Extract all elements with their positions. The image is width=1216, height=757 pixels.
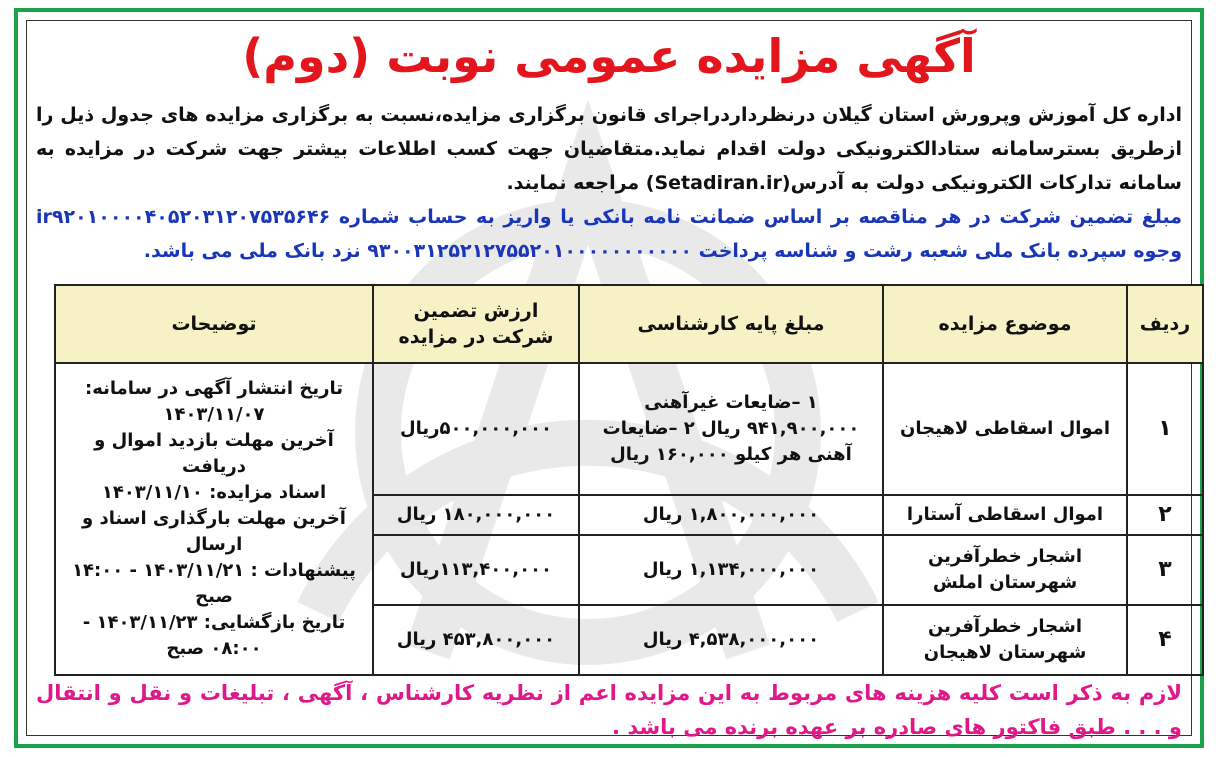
row-base-price: ۱,۸۰۰,۰۰۰,۰۰۰ ریال bbox=[579, 495, 883, 535]
row-base-price: ۱,۱۳۴,۰۰۰,۰۰۰ ریال bbox=[579, 535, 883, 605]
row-number: ۴ bbox=[1127, 605, 1203, 675]
header-base-price: مبلغ پایه کارشناسی bbox=[579, 285, 883, 363]
notice-frame bbox=[14, 8, 1204, 748]
table-row bbox=[55, 363, 1203, 495]
guarantee-paragraph: مبلغ تضمین شرکت در هر مناقصه بر اساس ضمانت نامه بانکی یا واریز به حساب شماره ir۹۲۰۱۰۰۰۰۴۰۵۲۰۳۱۲۰۷۵۳۵۶۴۶ وجوه سپرده بانک ملی شعبه رشت و شناسه پرداخت ۹۳۰۰۳۱۲۵۲۱۲۷۵۵۲۰۱۰۰۰۰۰۰۰۰۰۰۰ نزد بانک ملی می باشد. bbox=[36, 206, 1182, 262]
row-subject: اشجار خطرآفرین شهرستان لاهیجان bbox=[883, 605, 1127, 675]
row-subject: اشجار خطرآفرین شهرستان املش bbox=[883, 535, 1127, 605]
row-base-price: ۱ –ضایعات غیرآهنی ۹۴۱,۹۰۰,۰۰۰ ریال ۲ –ضایعات آهنی هر کیلو ۱۶۰,۰۰۰ ریال bbox=[579, 363, 883, 495]
row-number: ۳ bbox=[1127, 535, 1203, 605]
table-header-row bbox=[55, 285, 1203, 363]
notes-line: اسناد مزایده: ۱۴۰۳/۱۱/۱۰ bbox=[101, 482, 327, 503]
row-number: ۱ bbox=[1127, 363, 1203, 495]
row-subject: اموال اسقاطی لاهیجان bbox=[883, 363, 1127, 495]
notes-line: ۱۴۰۳/۱۱/۰۷ bbox=[163, 404, 265, 425]
auction-table bbox=[54, 284, 1204, 676]
row-number: ۲ bbox=[1127, 495, 1203, 535]
notes-line: پیشنهادات : ۱۴۰۳/۱۱/۲۱ - ۱۴:۰۰ صبح bbox=[72, 560, 356, 607]
header-guarantee: ارزش تضمین شرکت در مزایده bbox=[373, 285, 579, 363]
notes-line: تاریخ انتشار آگهی در سامانه: bbox=[85, 378, 343, 399]
notes-line: آخرین مهلت بارگذاری اسناد و ارسال bbox=[82, 508, 346, 555]
footer-note: لازم به ذکر است کلیه هزینه های مربوط به این مزایده اعم از نظریه کارشناس ، آگهی ، تبلیغات و نقل و انتقال و . . . طبق فاکتور های صادره بر عهده برنده می باشد . bbox=[36, 681, 1182, 739]
notes-line: آخرین مهلت بازدید اموال و دریافت bbox=[94, 430, 334, 477]
row-guarantee: ۱۸۰,۰۰۰,۰۰۰ ریال bbox=[373, 495, 579, 535]
row-subject: اموال اسقاطی آستارا bbox=[883, 495, 1127, 535]
header-subject: موضوع مزایده bbox=[883, 285, 1127, 363]
row-base-price: ۴,۵۳۸,۰۰۰,۰۰۰ ریال bbox=[579, 605, 883, 675]
notes-cell bbox=[55, 363, 373, 675]
notes-line: تاریخ بازگشایی: ۱۴۰۳/۱۱/۲۳ - ۰۸:۰۰ صبح bbox=[82, 612, 346, 659]
row-guarantee: ۴۵۳,۸۰۰,۰۰۰ ریال bbox=[373, 605, 579, 675]
row-guarantee: ۵۰۰,۰۰۰,۰۰۰ریال bbox=[373, 363, 579, 495]
intro-paragraph: اداره کل آموزش وپرورش استان گیلان درنظرداردراجرای قانون برگزاری مزایده،نسبت به برگزاری مزایده های جدول ذیل را ازطریق بسترسامانه ستادالکترونیکی دولت اقدام نماید.متقاضیان جهت کسب اطلاعات بیشتر جهت شرکت در مزایده به سامانه تدارکات الکترونیکی دولت به آدرس(Setadiran.ir) مراجعه نمایند. bbox=[36, 104, 1182, 194]
header-row-number: ردیف bbox=[1127, 285, 1203, 363]
header-notes: توضیحات bbox=[55, 285, 373, 363]
notice-title: آگهی مزایده عمومی نوبت (دوم) bbox=[242, 29, 976, 83]
row-guarantee: ۱۱۳,۴۰۰,۰۰۰ریال bbox=[373, 535, 579, 605]
